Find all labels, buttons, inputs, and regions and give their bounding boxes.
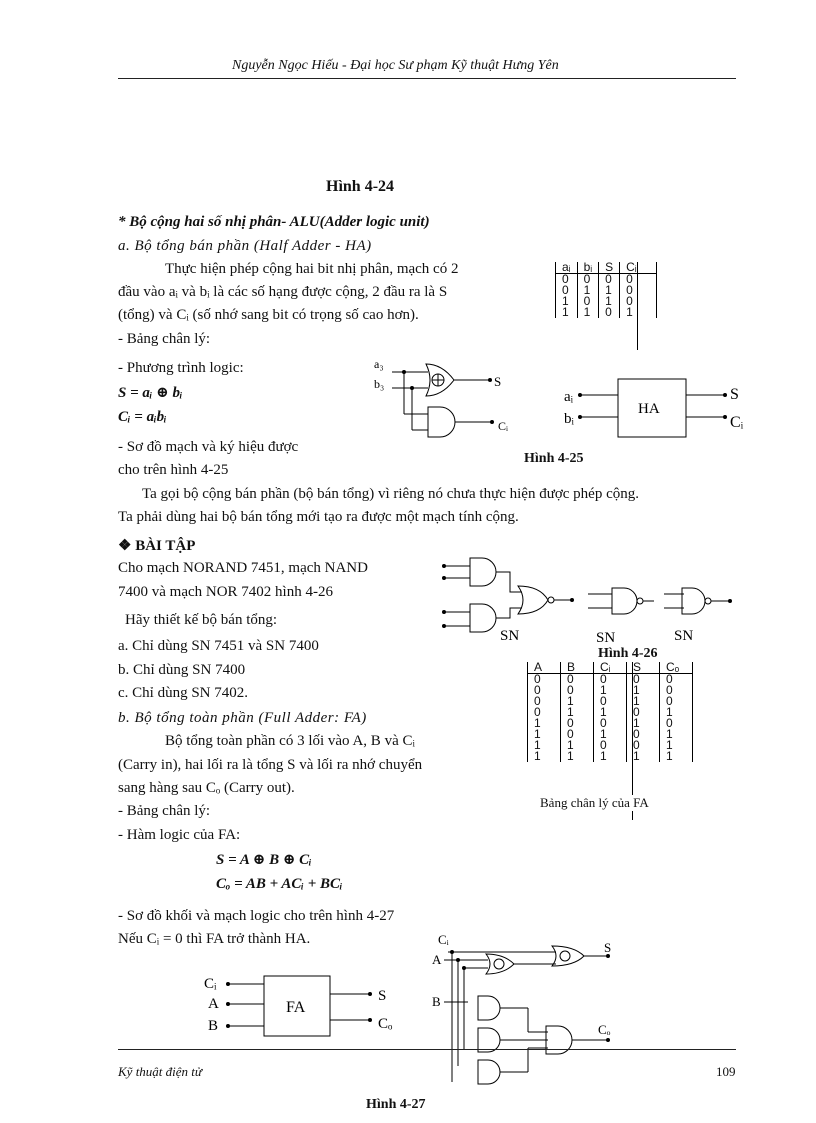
half-adder-title: a. Bộ tổng bán phần (Half Adder - HA) [118,238,372,254]
fa-block-diagram [200,972,420,1044]
diamond-bullet-icon: ❖ [118,538,136,554]
para1-line3: (tổng) và Cᵢ (số nhớ sang bit có trọng số cao hơn). [118,307,419,323]
fa-table-caption: Bảng chân lý của FA [540,795,649,810]
exercise-item-b: b. Chỉ dùng SN 7400 [118,662,246,678]
cell: 1 [561,751,594,762]
exercise-title [118,536,195,556]
ha-truth-table [555,262,657,318]
cell: 0 [660,674,693,686]
and-gate-icon [478,1060,500,1084]
cell: 0 [620,285,657,296]
cell: 0 [594,718,627,729]
cell: 1 [561,740,594,751]
cell: 0 [660,696,693,707]
cell: 1 [594,685,627,696]
cell: 0 [627,740,660,751]
equation-s: S = aᵢ ⊕ bᵢ [118,385,183,401]
cell: 0 [528,674,561,686]
cell: 1 [528,740,561,751]
circuit-label-ci: Cᵢ [438,932,449,947]
figure-caption-4-27: Hình 4-27 [366,1097,426,1112]
diagram-text-1: - Sơ đồ mạch và ký hiệu được [118,439,299,455]
sn-label-1: SN [500,628,520,644]
para1-line2: đầu vào aᵢ và bᵢ là các số hạng được cộng, 2 đầu ra là S [118,284,448,300]
cell: 1 [556,296,578,307]
para4-line2: Nếu Cᵢ = 0 thì FA trở thành HA. [118,931,311,947]
and-gate-icon [470,558,496,586]
truth-table-label-2: - Bảng chân lý: [118,803,211,819]
xor-gate-icon [486,954,514,974]
sn-label-2: SN [596,630,616,646]
cell: 1 [627,751,660,762]
cell: 1 [577,307,599,318]
cell: 0 [599,274,620,286]
nor-gate-icon [682,588,705,614]
cell: 1 [556,307,578,318]
exercise-line3: Hãy thiết kế bộ bán tổng: [125,612,278,628]
cell: 1 [577,285,599,296]
circuit-label-s: S [604,940,612,955]
and-gate-icon [478,996,500,1020]
circuit-label-co: Cₒ [598,1022,611,1037]
fig-4-26-gates [440,552,740,652]
cell: 0 [528,696,561,707]
circuit-label-b: B [432,994,441,1009]
cell: 1 [561,696,594,707]
xor-gate-icon [552,946,584,966]
page-header: Nguyễn Ngọc Hiếu - Đại học Sư phạm Kỹ thuật Hưng Yên [232,58,559,73]
cell: 0 [660,685,693,696]
cell: 1 [528,729,561,740]
cell: 0 [620,296,657,307]
label-ci-out: Cᵢ [730,414,744,431]
cell: 0 [561,718,594,729]
cell: 0 [627,674,660,686]
and-gate-icon [470,604,496,632]
ha-header-bi: bᵢ [577,262,599,274]
cell: 1 [660,707,693,718]
fa-logic-label: - Hàm logic của FA: [118,827,241,843]
cell: 0 [556,274,578,286]
cell: 1 [594,707,627,718]
cell: 1 [627,685,660,696]
cell: 1 [599,285,620,296]
para4-line1: - Sơ đồ khối và mạch logic cho trên hình 4-27 [118,908,395,924]
para3-line3: sang hàng sau Cₒ (Carry out). [118,780,295,796]
table-row [528,751,693,762]
fa-header-ci: Cᵢ [594,662,627,674]
half-adder-circuit [370,352,520,442]
nand-gate-icon [612,588,637,614]
cell: 1 [620,307,657,318]
table-row [556,307,657,318]
fa-label-co: Cₒ [378,1016,393,1032]
page-number: 109 [716,1064,736,1079]
cell: 1 [660,740,693,751]
cell: 0 [599,307,620,318]
cell: 0 [561,729,594,740]
fa-header-a: A [528,662,561,674]
cell: 0 [594,674,627,686]
cell: 1 [528,718,561,729]
fa-label-a: A [208,996,219,1012]
and-gate-icon [428,407,455,437]
label-s: S [494,374,502,389]
label-b3: b₃ [374,377,385,391]
fa-label-fa: FA [286,999,306,1016]
para2-line2: Ta phải dùng hai bộ bán tổng mới tạo ra được một mạch tính cộng. [118,509,519,525]
circuit-label-a: A [432,952,442,967]
cell: 0 [627,729,660,740]
label-a3: a₃ [374,357,384,371]
exercise-item-c: c. Chỉ dùng SN 7402. [118,685,249,701]
fa-truth-table [527,662,693,762]
equation-fa-s: S = A ⊕ B ⊕ Cᵢ [216,852,312,868]
ha-header-ai: aᵢ [556,262,578,274]
equation-fa-co: Cₒ = AB + ACᵢ + BCᵢ [216,876,343,892]
cell: 1 [660,729,693,740]
cell: 1 [627,696,660,707]
label-bi: bᵢ [564,411,574,427]
exercise-line1: Cho mạch NORAND 7451, mạch NAND [118,560,368,576]
diagram-text-2: cho trên hình 4-25 [118,462,229,478]
fa-label-b: B [208,1018,219,1034]
cell: 0 [528,685,561,696]
header-rule [118,78,736,79]
figure-caption-4-25: Hình 4-25 [524,451,584,466]
logic-label: - Phương trình logic: [118,360,244,376]
fa-header-co: Cₒ [660,662,693,674]
figure-caption-4-24: Hình 4-24 [326,178,395,195]
ha-header-s: S [599,262,620,274]
cell: 0 [577,274,599,286]
label-s-out: S [730,386,739,403]
cell: 0 [577,296,599,307]
label-ha: HA [638,401,660,417]
label-ai: aᵢ [564,389,574,405]
fa-logic-circuit [428,932,628,1096]
exercise-title-text: BÀI TẬP [135,538,196,554]
cell: 0 [627,707,660,718]
fa-header-b: B [561,662,594,674]
section-title: * Bộ cộng hai số nhị phân- ALU(Adder logic unit) [118,214,430,230]
cell: 0 [561,685,594,696]
cell: 1 [594,751,627,762]
cell: 1 [594,729,627,740]
cell: 1 [528,751,561,762]
cell: 0 [561,674,594,686]
footer-left: Kỹ thuật điện tử [118,1064,202,1079]
ha-header-ci: Cᵢ [620,262,657,274]
para3-line2: (Carry in), hai lối ra là tổng S và lối ra nhớ chuyển [118,757,423,773]
cell: 0 [594,696,627,707]
cell: 0 [660,718,693,729]
label-ci: Cᵢ [498,419,508,433]
nor-gate-icon [518,586,548,614]
cell: 1 [660,751,693,762]
para1-line1: Thực hiện phép cộng hai bit nhị phân, mạch có 2 [165,261,459,277]
cell: 1 [627,718,660,729]
cell: 0 [620,274,657,286]
cell: 1 [561,707,594,718]
sn-label-3: SN [674,628,694,644]
full-adder-title: b. Bộ tổng toàn phần (Full Adder: FA) [118,710,367,726]
exercise-line2: 7400 và mạch NOR 7402 hình 4-26 [118,584,333,600]
truth-table-label: - Bảng chân lý: [118,331,211,347]
cell: 1 [599,296,620,307]
fa-label-s: S [378,988,387,1004]
exercise-item-a: a. Chỉ dùng SN 7451 và SN 7400 [118,638,319,654]
figure-caption-4-26: Hình 4-26 [598,646,658,661]
cell: 0 [556,285,578,296]
fa-header-s: S [627,662,660,674]
footer-rule [118,1049,736,1050]
ha-table-divider [637,262,638,350]
para3-line1: Bộ tổng toàn phần có 3 lối vào A, B và Cᵢ [165,733,415,749]
cell: 0 [594,740,627,751]
ha-block-diagram [560,375,760,445]
para2-line1: Ta gọi bộ cộng bán phần (bộ bán tổng) vì riêng nó chưa thực hiện được phép cộng. [142,486,639,502]
fa-label-ci: Cᵢ [204,976,217,992]
cell: 0 [528,707,561,718]
equation-c: Cᵢ = aᵢbᵢ [118,409,167,425]
